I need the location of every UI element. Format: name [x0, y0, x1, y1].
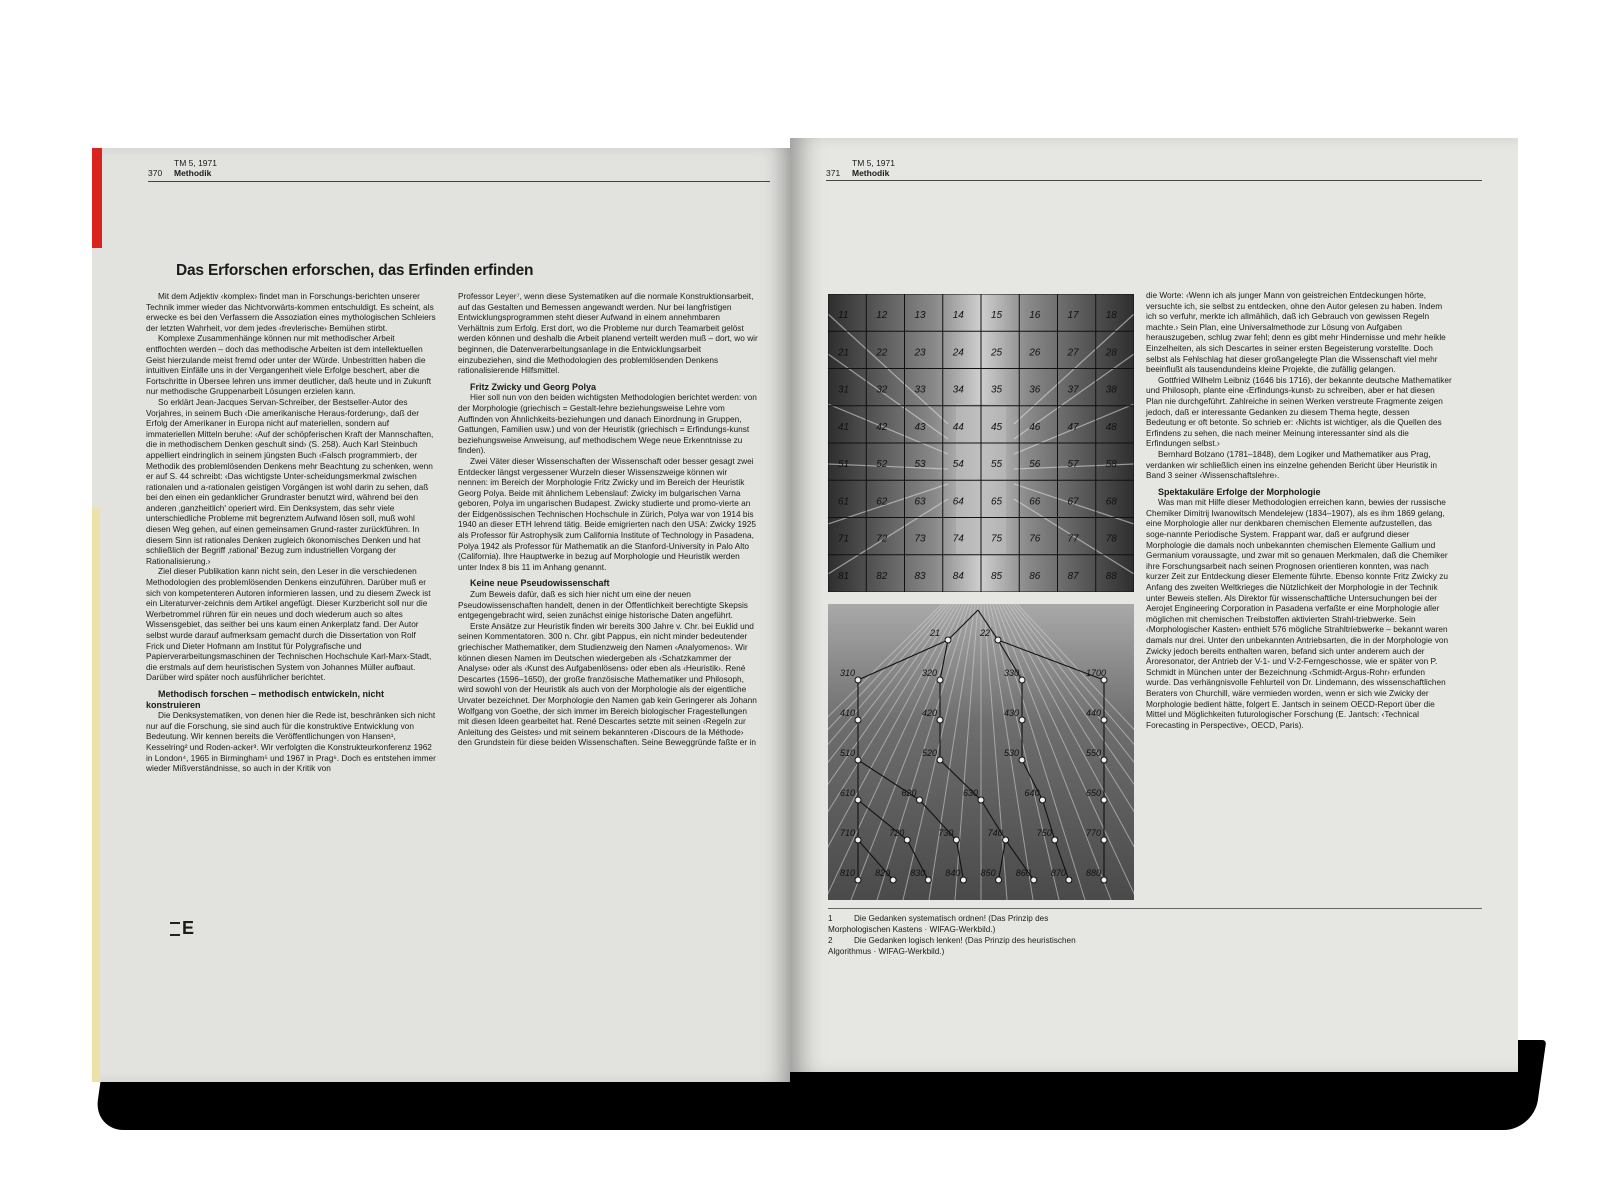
grid-cell-number: 44 — [952, 421, 964, 433]
grid-cell-number: 48 — [1105, 421, 1117, 433]
tree-node-label: 830 — [910, 868, 926, 878]
tree-node-label: 510 — [840, 748, 856, 758]
grid-cell-number: 23 — [914, 347, 926, 359]
grid-cell-number: 55 — [991, 459, 1003, 470]
subheading: Fritz Zwicky und Georg Polya — [470, 381, 597, 392]
caption-2: 2 Die Gedanken logisch lenken! (Das Prinzip des heuristischen — [828, 936, 1076, 945]
tree-node — [1040, 797, 1046, 803]
grid-cell-number: 83 — [914, 570, 926, 582]
tree-node — [1031, 877, 1037, 883]
text-column-right — [1146, 290, 1452, 730]
grid-cell-number: 31 — [838, 384, 850, 396]
tree-node-label: 840 — [945, 868, 961, 878]
grid-cell-number: 63 — [914, 496, 926, 508]
tree-node — [937, 717, 943, 723]
grid-cell-number: 52 — [876, 459, 888, 470]
journal-issue: TM 5, 1971 — [852, 158, 895, 168]
caption-1: 1 Die Gedanken systematisch ordnen! (Das Prinzip des — [828, 914, 1049, 923]
tree-node — [890, 877, 896, 883]
tree-node — [1019, 677, 1025, 683]
tree-node-label: 640 — [1024, 788, 1040, 798]
tree-node — [978, 797, 984, 803]
page-number: 371 — [826, 168, 841, 178]
tree-node-label: 710 — [840, 828, 856, 838]
grid-cell-number: 74 — [952, 533, 964, 545]
grid-cell-number: 45 — [991, 421, 1003, 433]
grid-cell-number: 71 — [838, 533, 850, 545]
paragraph: Die Denksystematiken, von denen hier die Rede ist, beschränken sich nicht nur auf die Forschung, sie sind auch für die konstruktive Entwicklung von Bedeutung. Wir kennen bereits die Veröffentlichungen von Hansen¹, Kesselring² und Roden-acker³. Wir verfolgten die Konstrukteurkonferenz 1962 in London⁴, 1965 in Birmingham⁵ und 1967 in Prag⁶. Doch es entstehen immer wieder Mißverständnisse, so auch in der Kritik von — [146, 710, 436, 774]
grid-cell-number: 17 — [1067, 310, 1079, 321]
grid-overlay — [828, 294, 1134, 592]
tree-node — [1066, 877, 1072, 883]
tree-overlay — [828, 604, 1134, 900]
grid-cell-number: 27 — [1067, 347, 1079, 359]
grid-cell-number: 34 — [952, 384, 964, 396]
tree-node — [1101, 717, 1107, 723]
tree-node-label: 310 — [840, 668, 856, 678]
tree-node — [945, 637, 951, 643]
tree-node-label: 610 — [840, 788, 856, 798]
tree-node — [953, 837, 959, 843]
grid-cell-number: 47 — [1067, 421, 1079, 433]
tree-node-label: 420 — [922, 708, 938, 718]
tree-node — [1019, 717, 1025, 723]
captions — [828, 913, 1228, 957]
tree-node — [995, 637, 1001, 643]
grid-cell-number: 13 — [914, 310, 926, 321]
grid-cell-number: 32 — [876, 384, 888, 396]
subheading: Keine neue Pseudowissenschaft — [470, 578, 610, 589]
left-header — [148, 158, 268, 180]
tree-node-label: 820 — [875, 868, 891, 878]
subheading: Spektakuläre Erfolge der Morphologie — [1158, 486, 1321, 497]
paragraph: Zum Beweis dafür, daß es sich hier nicht um eine der neuen Pseudowissenschaften handelt, denen in der Öffentlichkeit berechtigte Skepsis entgegengebracht wird, seien zunächst einige historische Daten angeführt. — [458, 589, 748, 621]
section-label: Methodik — [852, 168, 890, 178]
tree-node — [1019, 757, 1025, 763]
caption-rule — [828, 908, 1482, 909]
yellow-edge-band — [92, 508, 100, 1082]
grid-cell-number: 85 — [991, 570, 1003, 582]
grid-cell-number: 84 — [952, 570, 964, 582]
grid-cell-number: 22 — [876, 347, 888, 359]
section-label: Methodik — [174, 168, 212, 178]
text-column-1 — [146, 291, 436, 774]
tree-node — [1003, 837, 1009, 843]
paragraph: Erste Ansätze zur Heuristik finden wir bereits 300 Jahre v. Chr. bei Euklid und seinen Kommentatoren. 300 n. Chr. gibt Pappus, ein nicht minder bedeutender griechischer Mathematiker, dem Studienzweig den Namen ‹Analyomenos›. Wir können diesen Namen im Deutschen wiedergeben als ‹Schatzkammer der Analyse› oder als ‹Kunst des Aufgabenlösens› oder eben als ‹Heuristik›. René Descartes (1596–1650), der große französische Mathematiker und Philosoph, wird sowohl von der Heuristik als auch von der Morphologie als der eigentliche Urvater bezeichnet. Der Morphologie den Namen gab kein Geringerer als Johann Wolfgang von Goethe, der sich immer im Bereich biologischer Fragestellungen mit diesen Ideen gearbeitet hat. René Descartes setzte mit seinen ‹Regeln zur Anleitung des Geistes› und mit seinem bekannteren ‹Discours de la Méthode› den Grundstein für diese beiden Wissenschaften. Seine Beweggründe faßte er in — [458, 620, 757, 748]
grid-cell-number: 86 — [1029, 570, 1041, 582]
photo-heuristic-algorithm — [828, 604, 1134, 900]
paragraph: Was man mit Hilfe dieser Methodologien erreichen kann, bewies der russische Chemiker Dimitrij Iwanowitsch Mendelejew (1834–1907), als es ihm 1869 gelang, eine Morphologie aller nur denkbaren chemischen Elemente aufzustellen, das soge-nannte Periodische System. Frappant war, daß er aufgrund dieser Morphologie die damals noch unbekannten chemischen Elemente Gallium und Germanium voraussagte, und zwar mit so genauen Merkmalen, daß die Chemiker ihre Forschungsarbeit nach seinen Prognosen orientieren konnten, was nach kurzer Zeit zur Entdeckung dieser Elemente führte. Ebenso konnte Fritz Zwicky zu Anfang des zweiten Weltkrieges die Nützlichkeit der Morphologie in der Technik unter Beweis stellen. Als Direktor für wissenschaftliche Untersuchungen bei der Aerojet Engineering Corporation in Pasadena verfaßte er eine Morphologie aller möglichen mit chemischen Treibstoffen aktivierten Strahl-triebwerke. Sein ‹Morphologischer Kasten› enthielt 576 mögliche Strahltriebwerke – bekannt waren damals nur drei. Unter den unbekannten Antriebsarten, die in der Morphologie von Zwicky jedoch bereits enthalten waren, befand sich unter anderem auch der Äroresonator, der Antrieb der V-1- und V-2-Ferngeschosse, wie er später von P. Schmidt in München unter der Bezeichnung ‹Schmidt-Argus-Rohr› erfunden wurde. Das verhängnisvolle Fehlurteil von Dr. Lindemann, des wissenschaftlichen Beraters von Churchill, wäre vermieden worden, wenn er sich wie Zwicky der Morphologie bedient hätte, folgert E. Jantsch in seinem OECD-Report über die Mittel und Möglichkeiten futurologischer Forschung (E. Jantsch: ‹Technical Forecasting in Perspective›, OECD, Paris). — [1146, 497, 1449, 730]
subheading: Methodisch forschen – methodisch entwickeln, nicht konstruieren — [146, 688, 385, 710]
tree-node-label: 440 — [1086, 708, 1102, 718]
grid-cell-number: 57 — [1067, 459, 1079, 470]
grid-cell-number: 53 — [914, 459, 926, 470]
grid-cell-number: 11 — [838, 310, 849, 321]
tree-node-label: 410 — [840, 708, 856, 718]
tree-node-label: 740 — [987, 828, 1003, 838]
grid-cell-number: 66 — [1029, 496, 1041, 508]
grid-cell-number: 81 — [838, 570, 850, 582]
tree-node-label: 770 — [1086, 828, 1102, 838]
grid-cell-number: 64 — [952, 496, 964, 508]
grid-cell-number: 24 — [952, 347, 964, 359]
grid-cell-number: 58 — [1105, 459, 1117, 470]
grid-cell-number: 37 — [1067, 384, 1079, 396]
grid-cell-number: 33 — [914, 384, 926, 396]
tree-node-label: 1700 — [1086, 668, 1107, 678]
tree-node — [937, 757, 943, 763]
grid-cell-number: 15 — [991, 310, 1003, 321]
tree-node — [855, 877, 861, 883]
tree-node-label: 870 — [1050, 868, 1066, 878]
photo-morphological-box — [828, 294, 1134, 592]
paragraph: die Worte: ‹Wenn ich als junger Mann von geistreichen Entdeckungen hörte, versuchte ich, sie selbst zu entdecken, ohne den Autor gelesen zu haben. Indem ich so verfuhr, merkte ich allmählich, daß ich Gebrauch von gewissen Regeln machte.› Sein Plan, eine Universalmethode zur Lösung von Aufgaben herauszugeben, schlug zwar fehl; denn es gibt mehr Hindernisse und mehr heikle Einzelheiten, als sich Descartes in seiner ersten Begeisterung vorstellte. Doch selbst als Fehlschlag hat dieser großangelegte Plan die Wissenschaft viel mehr beeinflußt als tausendundeins kleine Projekte, die zufällig gelangen. — [1146, 290, 1446, 375]
grid-cell-number: 65 — [991, 496, 1003, 508]
grid-cell-number: 38 — [1105, 384, 1117, 396]
paragraph: Professor Leyer⁷, wenn diese Systematiken auf die normale Konstruktionsarbeit, auf das Gestalten und Bemessen angewandt werden. Nur bei langfristigen Entwicklungsprogrammen steht dieser Aufwand in einem annehmbaren Verhältnis zum Erfolg. Erst dort, wo die Probleme nur durch Teamarbeit gelöst werden können und deshalb die Arbeit planend verteilt werden muß – dort, wo wir beginnen, die Datenverarbeitungsanlage in die Entwicklungsarbeit einzubeziehen, sind die Methodologien des problemlösenden Denkens rationalisierende Hilfsmittel. — [458, 291, 758, 376]
tree-node — [937, 677, 943, 683]
tree-node-label: 330 — [1004, 668, 1020, 678]
text-column-2 — [458, 291, 758, 748]
grid-cell-number: 88 — [1105, 570, 1117, 582]
tree-node — [1101, 797, 1107, 803]
paragraph: Hier soll nun von den beiden wichtigsten Methodologien berichtet werden: von der Morphologie (griechisch = Gestalt-lehre beziehungsweise Lehre vom Auffinden von Ähnlichkeits-beziehungen und danach Einordnung in Gruppen, Gattungen, Familien usw.) und von der Heuristik (griechisch = Erfindungs-kunst beziehungsweise Anweisung, auf methodischem Wege neue Erkenntnisse zu finden). — [458, 392, 757, 456]
paragraph: Zwei Väter dieser Wissenschaften der Wissenschaft oder besser gesagt zwei Entdecker längst vergessener Wurzeln dieser Wissenszweige können wir nennen: im Bereich der Morphologie Fritz Zwicky und im Bereich der Heuristik Georg Polya. Beide mit ähnlichem Lebenslauf: Zwicky im bulgarischen Varna geboren, Polya im ungarischen Budapest. Zwicky studierte und promo-vierte an der Eidgenössischen Technischen Hochschule in Zürich, Polya war von 1914 bis 1940 an dieser ETH lehrend tätig. Beide emigrierten nach den USA: Zwicky 1925 als Professor für Astrophysik zum California Institute of Technology in Pasadena, Polya 1942 als Professor für Mathematik an die Stanford-University in Palo Alto (California). Ihre Hauptwerke in bezug auf Morphologie und Heuristik werden unter Index 8 bis 11 im Anhang genannt. — [458, 455, 756, 572]
right-header — [826, 158, 946, 180]
grid-cell-number: 87 — [1067, 570, 1079, 582]
article-title: Das Erforschen erforschen, das Erfinden erfinden — [176, 262, 534, 279]
grid-cell-number: 82 — [876, 570, 888, 582]
paragraph: Ziel dieser Publikation kann nicht sein, den Leser in die verschiedenen Methodologien des problemlösenden Denkens einzuführen. Darüber muß er sich von kompetenteren Autoren informieren lassen, und zu diesem Zweck ist ein Literaturver-zeichnis dem Artikel angefügt. Dieser Kurzbericht soll nur die Werbetrommel rühren für ein neues und doch wiederum auch so altes Wissensgebiet, das seither bei uns kaum einen Ankerplatz fand. Der Autor selbst wurde darauf aufmerksam gemacht durch die Dissertation von Rolf Frick und Dieter Hofmann am Institut für Polygrafische und Papierverarbeitungsmaschinen der Technischen Hochschule Karl-Marx-Stadt, die erstmals auf dem heuristischen System von Johannes Müller aufbaut. Darüber wird später noch ausführlicher berichtet. — [146, 566, 432, 683]
tree-node-label: 850 — [980, 868, 996, 878]
tree-node-label: 860 — [1015, 868, 1031, 878]
grid-cell-number: 14 — [952, 310, 964, 321]
grid-cell-number: 28 — [1105, 347, 1117, 359]
grid-cell-number: 75 — [991, 533, 1003, 545]
grid-cell-number: 18 — [1105, 310, 1117, 321]
paragraph: Bernhard Bolzano (1781–1848), dem Logiker und Mathematiker aus Prag, verdanken wir schließlich einen ins einzelne gehenden Bericht über Heuristik in Band 3 seiner ‹Wissenschaftslehre›. — [1146, 448, 1438, 481]
tree-node-label: 520 — [922, 748, 938, 758]
tree-node-label: 880 — [1086, 868, 1102, 878]
paragraph: Komplexe Zusammenhänge können nur mit methodischer Arbeit entflochten werden – doch das methodische Arbeiten ist dem intellektuellen Geist hierzulande meist fremd oder unter der Würde. Unbestritten haben die intuitiven Einfälle uns in der Vergangenheit viele Erfolge beschert, aber die Fortschritte in Übersee lehren uns immer deutlicher, daß heute und in Zukunft nur methodische Gruppenarbeit Lösungen erzielen kann. — [146, 333, 432, 397]
paragraph: So erklärt Jean-Jacques Servan-Schreiber, der Bestseller-Autor des Vorjahres, in seinem Buch ‹Die amerikanische Heraus-forderung›, daß der Erfolg der Amerikaner in Europa nicht auf materiellen, sondern auf immateriellen Mitteln beruhe: ‹Auf der schöpferischen Kraft der Mannschaften, die in methodischem Denken geschult sind› (S. 258). Auch Karl Steinbuch appelliert eindringlich in seinem jüngsten Buch ‹Falsch programmiert›, der Methodik des problemlösenden Denkens mehr Beachtung zu schenken, wenn er auf S. 44 schreibt: ‹Das wichtigste Unter-scheidungsmerkmal zwischen rationalen und a-rationalen geistigen Vorgängen ist wohl darin zu sehen, daß bei den einen ein gedanklicher Grundraster benutzt wird, während bei den anderen ‚ganzheitlich' operiert wird. Ein Denksystem, das sehr viele unterschiedliche Probleme mit begrenztem Aufwand lösen soll, muß wohl diesen Weg gehen, auf einen gemeinsamen Grund-raster zurückführen. In diesem Sinn ist rationales Denken zugleich ökonomisches Denken und hat schließlich der Begriff ‚rational' Bezug zum industriellen Vorgang der Rationalisierung.› — [146, 396, 434, 566]
tree-node-label: 810 — [840, 868, 856, 878]
header-rule — [148, 181, 770, 182]
tree-node — [1101, 757, 1107, 763]
grid-cell-number: 78 — [1105, 533, 1117, 545]
grid-cell-number: 16 — [1029, 310, 1041, 321]
grid-cell-number: 25 — [991, 347, 1003, 359]
tree-node-label: 550 — [1086, 748, 1102, 758]
caption-1-cont: Morphologischen Kastens · WIFAG-Werkbild.) — [828, 925, 996, 934]
grid-cell-number: 76 — [1029, 533, 1041, 545]
tree-node — [925, 877, 931, 883]
tree-node-label: 620 — [901, 788, 917, 798]
tree-node — [1052, 837, 1058, 843]
grid-cell-number: 12 — [876, 310, 888, 321]
tree-node — [855, 837, 861, 843]
header-rule — [826, 180, 1482, 181]
tree-node-label: 720 — [889, 828, 905, 838]
grid-cell-number: 68 — [1105, 496, 1117, 508]
grid-cell-number: 72 — [876, 533, 888, 545]
tree-node-label: 320 — [922, 668, 938, 678]
paragraph: Mit dem Adjektiv ‹komplex› findet man in Forschungs-berichten unserer Technik immer wieder das Nichtvorwärts-kommen entschuldigt. Es scheint, als erwecke es bei den Verfassern die Assoziation eines mythologischen Schleiers der letzten Wahrheit, vor dem jedes ‹frevlerische› Bemühen stirbt. — [146, 291, 436, 333]
page-number: 370 — [148, 168, 163, 178]
tree-node-label: 530 — [1004, 748, 1020, 758]
grid-cell-number: 51 — [838, 459, 850, 470]
tree-node — [960, 877, 966, 883]
left-page — [92, 148, 790, 1082]
tree-node-label: 430 — [1004, 708, 1020, 718]
tree-node-label: 750 — [1036, 828, 1052, 838]
tree-node — [1101, 837, 1107, 843]
grid-cell-number: 77 — [1067, 533, 1079, 545]
paragraph: Gottfried Wilhelm Leibniz (1646 bis 1716), der bekannte deutsche Mathematiker und Philosoph, plante eine ‹Erfindungs-kunst› zu schreiben, aber er hat diesen Plan nie durchgeführt. Zahlreiche in seinen Werken verstreute Fragmente zeigen jedoch, daß er interessante Gedanken zu diesem Thema hegte, dessen Bedeutung er oft betonte. So schrieb er: ‹Nichts ist wichtiger, als die Quellen des Erfindens zu sehen, die nach meiner Meinung interessanter sind als die Erfindungen selbst.› — [1146, 374, 1452, 449]
caption-2-cont: Algorithmus · WIFAG-Werkbild.) — [828, 947, 945, 956]
tree-node-label: 21 — [930, 628, 941, 638]
grid-cell-number: 35 — [991, 384, 1003, 396]
grid-cell-number: 26 — [1029, 347, 1041, 359]
grid-cell-number: 43 — [914, 421, 926, 433]
tree-node — [855, 717, 861, 723]
grid-cell-number: 41 — [838, 421, 850, 433]
red-edge-band — [92, 148, 102, 248]
tree-node-label: 22 — [980, 628, 991, 638]
tree-node — [917, 797, 923, 803]
tree-node-label: 650 — [1086, 788, 1102, 798]
grid-cell-number: 67 — [1067, 496, 1079, 508]
grid-cell-number: 73 — [914, 533, 926, 545]
grid-cell-number: 61 — [838, 496, 850, 508]
tree-node-label: 730 — [938, 828, 954, 838]
tree-node — [1101, 877, 1107, 883]
journal-issue: TM 5, 1971 — [174, 158, 217, 168]
right-page — [790, 138, 1518, 1072]
tree-node — [855, 757, 861, 763]
tree-node-label: 630 — [963, 788, 979, 798]
grid-cell-number: 62 — [876, 496, 888, 508]
grid-cell-number: 46 — [1029, 421, 1041, 433]
tree-node — [996, 877, 1002, 883]
grid-cell-number: 42 — [876, 421, 888, 433]
tree-node — [855, 677, 861, 683]
grid-cell-number: 56 — [1029, 459, 1041, 470]
tree-node — [855, 797, 861, 803]
grid-cell-number: 21 — [838, 347, 850, 359]
grid-cell-number: 54 — [952, 459, 964, 470]
tree-node — [904, 837, 910, 843]
grid-cell-number: 36 — [1029, 384, 1041, 396]
publisher-logo: E — [170, 918, 193, 939]
